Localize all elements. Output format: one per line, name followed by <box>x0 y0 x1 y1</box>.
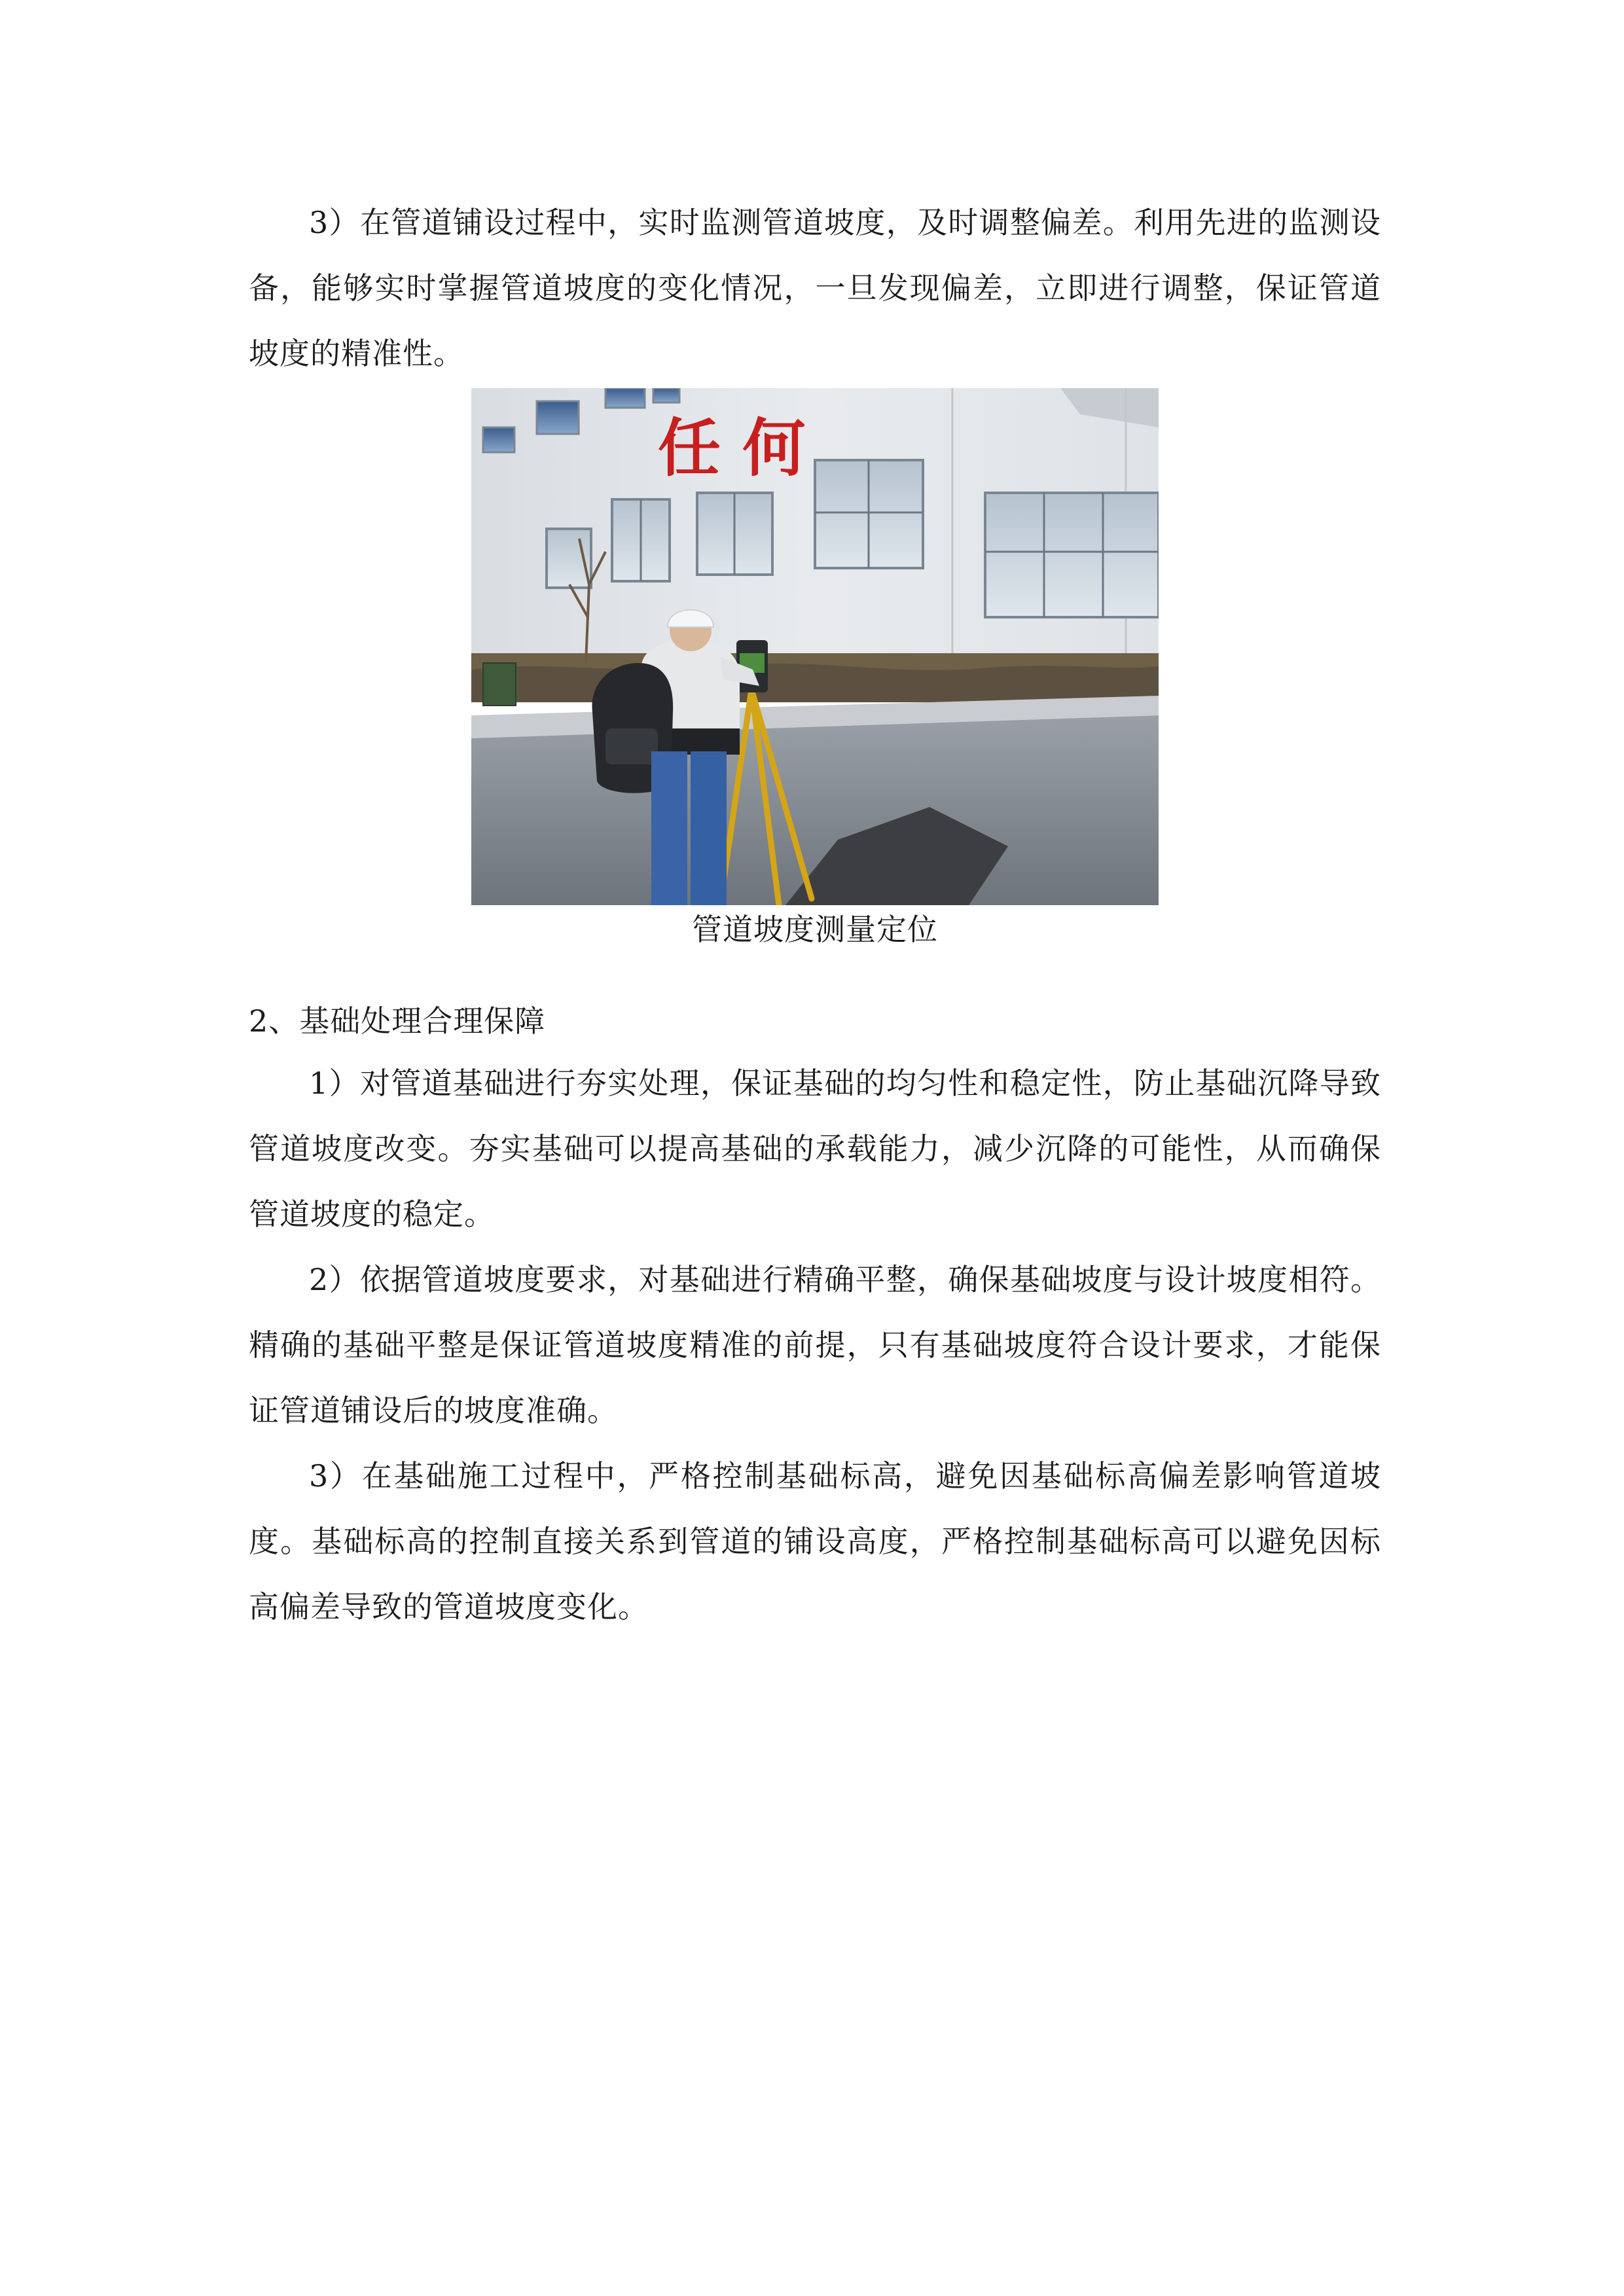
paragraph-leveling: 2）依据管道坡度要求，对基础进行精确平整，确保基础坡度与设计坡度相符。精确的基础平整是保证管道坡度精准的前提，只有基础坡度符合设计要求，才能保证管道铺设后的坡度准确。 <box>249 1262 1381 1428</box>
survey-photo <box>471 388 1159 905</box>
paragraph-monitoring: 3）在管道铺设过程中，实时监测管道坡度，及时调整偏差。利用先进的监测设备，能够实时掌握管道坡度的变化情况，一旦发现偏差，立即进行调整，保证管道坡度的精准性。 <box>249 205 1381 371</box>
figure-caption: 管道坡度测量定位 <box>692 912 938 947</box>
sign-text: 任 何 <box>658 412 806 485</box>
section-heading: 2、基础处理合理保障 <box>249 1003 546 1039</box>
paragraph-compaction: 1）对管道基础进行夯实处理，保证基础的均匀性和稳定性，防止基础沉降导致管道坡度改变。夯实基础可以提高基础的承载能力，减少沉降的可能性，从而确保管道坡度的稳定。 <box>249 1066 1381 1232</box>
paragraph-elevation: 3）在基础施工过程中，严格控制基础标高，避免因基础标高偏差影响管道坡度。基础标高的控制直接关系到管道的铺设高度，严格控制基础标高可以避免因标高偏差导致的管道坡度变化。 <box>249 1458 1381 1624</box>
